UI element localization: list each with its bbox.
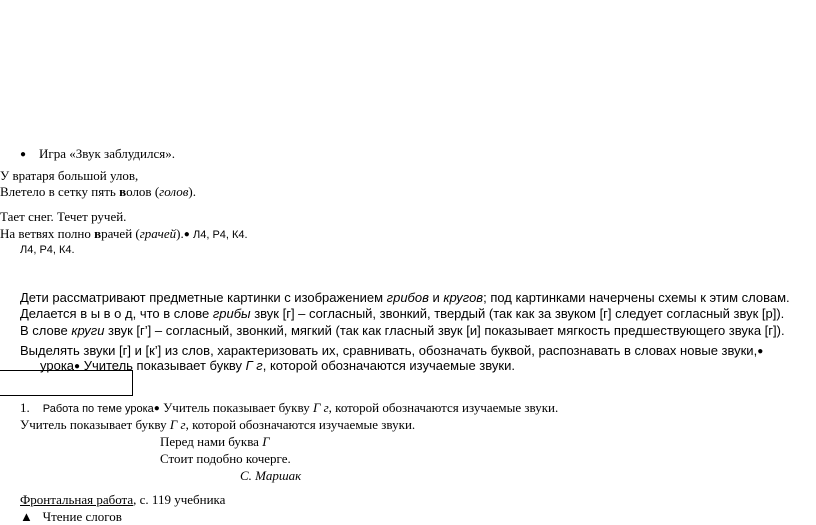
para4-cont: урока● Учитель показывает букву Г г, которой обозначаются изучаемые звуки.	[40, 358, 515, 373]
marks: Л4, Р4, К4.	[193, 229, 248, 241]
verse-author: С. Маршак	[240, 468, 302, 483]
teacher-line: Учитель показывает букву Г г, которой обозначаются изучаемые звуки.	[20, 417, 416, 432]
reading-line: ▲ Чтение слогов	[20, 509, 122, 524]
para3: В слове круги звук [г’] – согласный, звонкий, мягкий (так как гласный звук [и] показывает мягкость предшествующего звука [г]).	[20, 323, 785, 338]
bullet-game: ● Игра «Звук заблудился».	[20, 146, 175, 161]
para2: Делается в ы в о д, что в слове грибы звук [г] – согласный, звонкий, твердый (так как за звуком [г] следует согласный звук [р]).	[20, 306, 785, 321]
triangle-icon: ▲	[20, 509, 33, 524]
bullet-icon: ●	[74, 361, 81, 372]
para4: Выделять звуки [г] и [к’] из слов, характеризовать их, сравнивать, обозначать буквой, распознавать в словах новые звуки,●	[20, 343, 764, 358]
verse-line2: Стоит подобно кочерге.	[160, 451, 291, 466]
form-box	[0, 370, 133, 396]
bullet-icon: ●	[20, 149, 27, 160]
marks-line: Л4, Р4, К4.	[20, 244, 75, 256]
poem2-line2: На ветвях полно врачей (грачей).● Л4, Р4, К4.	[0, 226, 248, 241]
bullet-icon: ●	[757, 346, 764, 357]
bullet-icon: ●	[183, 229, 190, 240]
bullet-icon: ●	[153, 403, 160, 414]
para1: Дети рассматривают предметные картинки с изображением грибов и кругов; под картинками начерчены схемы к этим словам.	[20, 290, 790, 305]
poem2-line1: Тает снег. Течет ручей.	[0, 209, 127, 224]
poem1-line1: У вратаря большой улов,	[0, 168, 139, 183]
frontal-work: Фронтальная работа, с. 119 учебника	[20, 492, 226, 507]
poem1-line2: Влетело в сетку пять волов (голов).	[0, 184, 196, 199]
verse-line1: Перед нами буква Г	[160, 434, 270, 449]
item1: 1. Работа по теме урока● Учитель показывает букву Г г, которой обозначаются изучаемые звуки.	[20, 400, 559, 415]
